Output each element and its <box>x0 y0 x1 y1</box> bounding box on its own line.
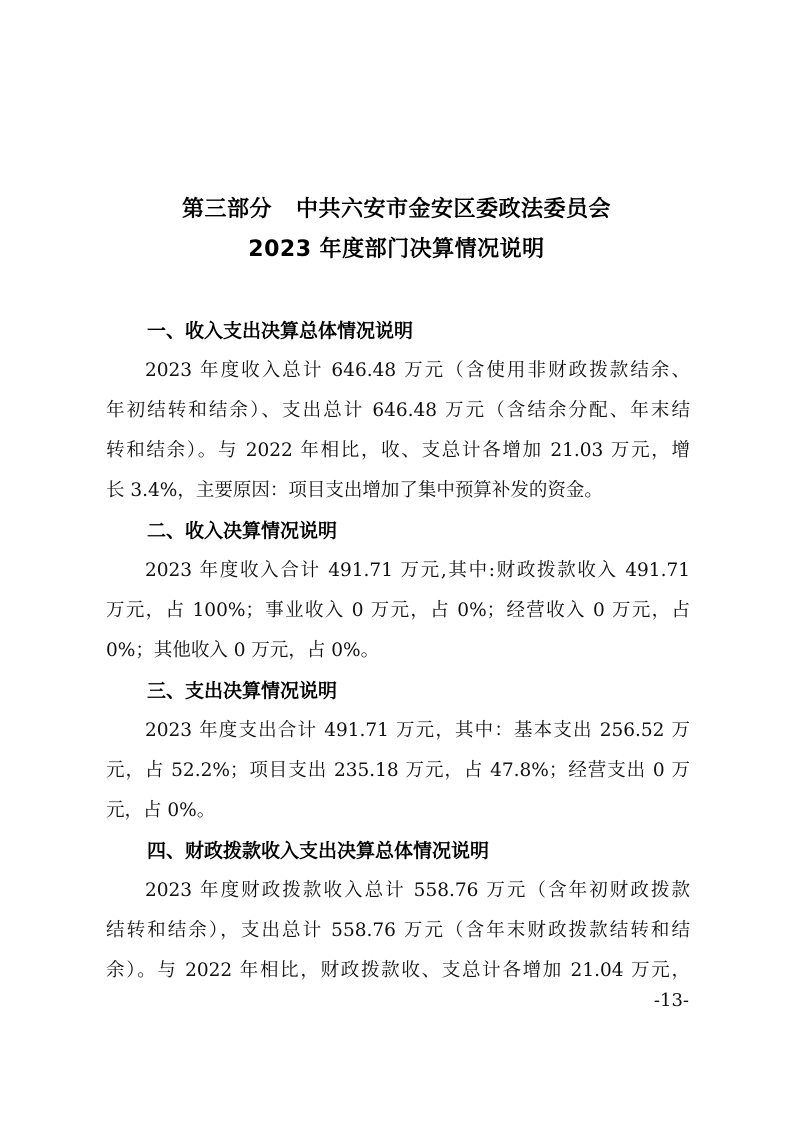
paragraph-line: 转和结余）。与 2022 年相比，收、支总计各增加 21.03 万元，增 <box>106 440 690 461</box>
paragraph-line: 2023 年度收入总计 646.48 万元（含使用非财政拨款结余、 <box>145 360 690 381</box>
paragraph-line: 2023 年度财政拨款收入总计 558.76 万元（含年初财政拨款 <box>145 880 690 901</box>
paragraph-line: 长 3.4%，主要原因：项目支出增加了集中预算补发的资金。 <box>106 480 603 501</box>
page-number: -13- <box>653 990 689 1011</box>
section-heading: 一、收入支出决算总体情况说明 <box>147 320 414 342</box>
document-title-line-2: 2023 年度部门决算情况说明 <box>248 237 545 262</box>
paragraph-line: 0%；其他收入 0 万元，占 0%。 <box>106 640 380 661</box>
paragraph-line: 2023 年度支出合计 491.71 万元，其中：基本支出 256.52 万 <box>145 720 690 741</box>
section-heading: 二、收入决算情况说明 <box>147 520 338 542</box>
paragraph-line: 结转和结余），支出总计 558.76 万元（含年末财政拨款结转和结 <box>106 920 690 941</box>
paragraph-line: 余）。与 2022 年相比，财政拨款收、支总计各增加 21.04 万元， <box>106 960 690 981</box>
organization-name: 中共六安市金安区委政法委员会 <box>296 197 612 222</box>
paragraph-line: 元，占 52.2%；项目支出 235.18 万元，占 47.8%；经营支出 0 万 <box>106 760 690 781</box>
section-heading: 四、财政拨款收入支出决算总体情况说明 <box>147 840 490 862</box>
paragraph-line: 年初结转和结余）、支出总计 646.48 万元（含结余分配、年末结 <box>106 400 690 421</box>
paragraph-line: 2023 年度收入合计 491.71 万元,其中:财政拨款收入 491.71 <box>145 560 690 581</box>
paragraph-line: 元，占 0%。 <box>106 800 216 821</box>
part-label: 第三部分 <box>181 197 272 222</box>
paragraph-line: 万元，占 100%；事业收入 0 万元，占 0%；经营收入 0 万元，占 <box>106 600 690 621</box>
document-title-line-1 <box>0 192 793 223</box>
section-heading: 三、支出决算情况说明 <box>147 680 338 702</box>
